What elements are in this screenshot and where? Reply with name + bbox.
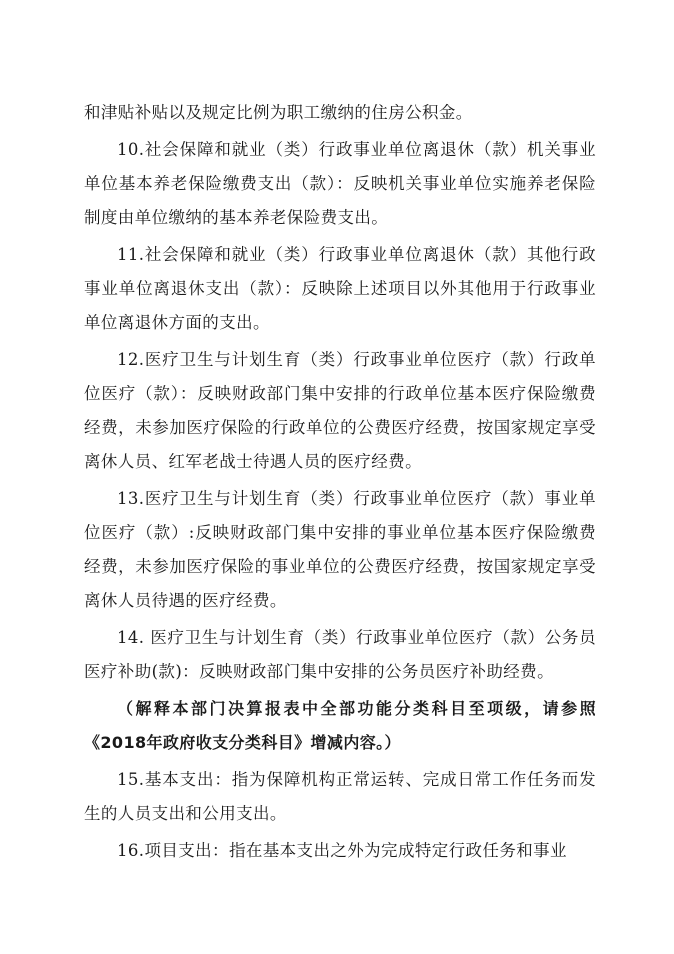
paragraph-item-10: 10.社会保障和就业（类）行政事业单位离退休（款）机关事业单位基本养老保险缴费支出（款）：反映机关事业单位实施养老保险制度由单位缴纳的基本养老保险费支出。	[84, 140, 596, 227]
paragraph-item-15: 15.基本支出：指为保障机构正常运转、完成日常工作任务而发生的人员支出和公用支出。	[84, 770, 596, 823]
explanatory-note: （解释本部门决算报表中全部功能分类科目至项级，请参照《2018年政府收支分类科目》增减内容。）	[84, 699, 596, 752]
paragraph-item-14: 14. 医疗卫生与计划生育（类）行政事业单位医疗（款）公务员医疗补助(款)：反映财政部门集中安排的公务员医疗补助经费。	[84, 628, 596, 681]
paragraph-item-16: 16.项目支出：指在基本支出之外为完成特定行政任务和事业	[117, 841, 567, 860]
document-page	[84, 96, 596, 868]
paragraph-item-13: 13.医疗卫生与计划生育（类）行政事业单位医疗（款）事业单位医疗（款）:反映财政部门集中安排的事业单位基本医疗保险缴费经费，未参加医疗保险的事业单位的公费医疗经费，按国家规定享受离休人员待遇的医疗经费。	[84, 489, 596, 610]
paragraph-item-12: 12.医疗卫生与计划生育（类）行政事业单位医疗（款）行政单位医疗（款）：反映财政部门集中安排的行政单位基本医疗保险缴费经费，未参加医疗保险的行政单位的公费医疗经费，按国家规定享受离休人员、红军老战士待遇人员的医疗经费。	[84, 350, 596, 471]
paragraph-continuation: 和津贴补贴以及规定比例为职工缴纳的住房公积金。	[84, 103, 473, 122]
paragraph-item-11: 11.社会保障和就业（类）行政事业单位离退休（款）其他行政事业单位离退休支出（款）：反映除上述项目以外其他用于行政事业单位离退休方面的支出。	[84, 245, 596, 332]
